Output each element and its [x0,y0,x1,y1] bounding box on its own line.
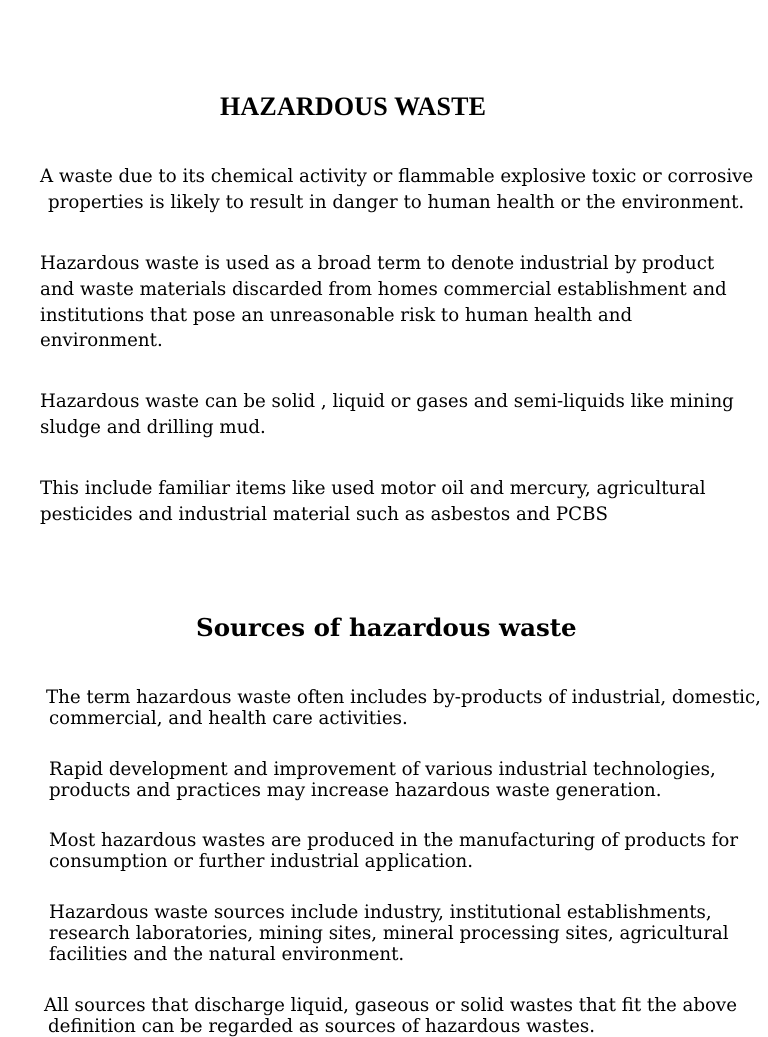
paragraph-line: institutions that pose an unreasonable risk to human health and [40,304,633,326]
sources-paragraph-manufacturing [49,830,738,872]
intro-paragraph-definition [40,164,753,216]
paragraph-line: facilities and the natural environment. [49,944,405,965]
paragraph-line: Most hazardous wastes are produced in the manufacturing of products for [49,830,739,851]
intro-paragraph-forms [40,389,734,441]
paragraph-line: properties is likely to result in danger to human health or the environment. [48,191,745,213]
intro-paragraph-examples [40,476,706,528]
paragraph-line: products and practices may increase hazardous waste generation. [49,780,662,801]
paragraph-line: The term hazardous waste often includes by-products of industrial, domestic, [46,687,761,708]
sources-paragraph-discharge [44,995,737,1037]
paragraph-line: and waste materials discarded from homes commercial establishment and [40,278,727,300]
paragraph-line: Rapid development and improvement of various industrial technologies, [49,759,716,780]
paragraph-line: research laboratories, mining sites, mineral processing sites, agricultural [49,923,729,944]
page-title: HAZARDOUS WASTE [220,92,487,121]
paragraph-line: consumption or further industrial application. [49,851,474,872]
paragraph-line: A waste due to its chemical activity or flammable explosive toxic or corrosive [40,166,754,187]
paragraph-line: definition can be regarded as sources of hazardous wastes. [48,1016,596,1037]
paragraph-line: Hazardous waste is used as a broad term to denote industrial by product [40,253,715,274]
paragraph-line: commercial, and health care activities. [49,708,408,729]
sources-paragraph-byproducts [46,687,761,729]
sources-paragraph-origins [49,902,729,965]
intro-paragraph-broad-term [40,251,727,354]
paragraph-line: This include familiar items like used motor oil and mercury, agricultural [40,478,706,499]
paragraph-line: Hazardous waste can be solid , liquid or gases and semi-liquids like mining [40,391,734,412]
paragraph-line: All sources that discharge liquid, gaseous or solid wastes that fit the above [44,995,737,1016]
sources-paragraph-development [49,759,716,801]
paragraph-line: sludge and drilling mud. [40,416,266,438]
paragraph-line: environment. [40,330,163,352]
paragraph-line: Hazardous waste sources include industry, institutional establishments, [49,902,712,923]
section-heading-sources: Sources of hazardous waste [196,613,577,642]
paragraph-line: pesticides and industrial material such as asbestos and PCBS [40,503,608,525]
